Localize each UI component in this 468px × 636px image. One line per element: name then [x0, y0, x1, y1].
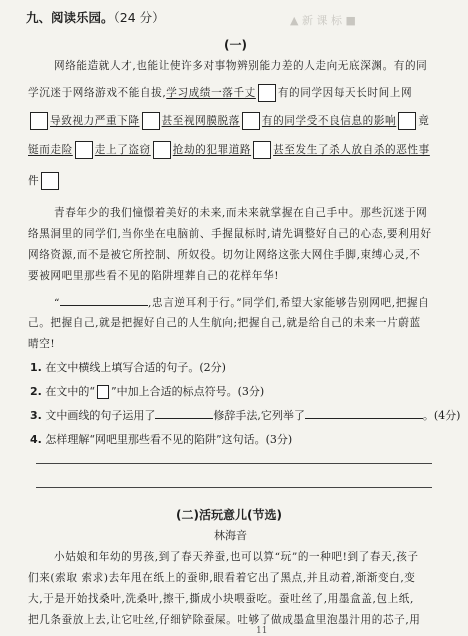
para1-line3 — [28, 112, 429, 130]
para3-line3: 晴空! — [28, 338, 56, 350]
para3-quote-open: “ — [54, 297, 61, 309]
para3-line1-text: ,忠言逆耳利于行。”同学们,希望大家能够告别网吧,把握自 — [148, 297, 430, 309]
para1-line3-text-d: 竟 — [418, 115, 430, 127]
part2-author: 林海音 — [214, 529, 247, 542]
punctuation-box[interactable] — [142, 112, 160, 130]
fill-in-blank[interactable] — [60, 294, 148, 306]
question-text-post: ”中加上合适的标点符号。(3分) — [110, 385, 265, 398]
punctuation-box[interactable] — [153, 141, 171, 159]
para2-line2: 络黑洞里的同学们,当你坐在电脑前、手握鼠标时,请先调整好自己的心态,要利用好 — [28, 228, 432, 240]
question-1 — [30, 359, 226, 375]
question-text-post: 。(4分) — [422, 409, 461, 422]
para2-line3: 网络资源,而不是被它所控制、所奴役。切勿让网络这张大网住手脚,束缚心灵,不 — [28, 249, 421, 261]
part2-line2: 们来(索取 索求)去年甩在纸上的蚕卵,眼看着它出了黑点,并且动着,渐渐变白,变 — [28, 572, 416, 584]
question-text-pre: 在文中的“ — [45, 385, 95, 398]
underlined-sentence-b: 导致视力严重下降 — [50, 115, 140, 127]
punctuation-box[interactable] — [253, 141, 271, 159]
para2-line4: 要被网吧里那些看不见的陷阱埋葬自己的花样年华! — [28, 270, 280, 282]
answer-line[interactable] — [36, 463, 432, 464]
punctuation-box[interactable] — [30, 112, 48, 130]
answer-line[interactable] — [36, 487, 432, 488]
underlined-sentence-g: 抢劫的犯罪道路 — [172, 144, 252, 156]
para1-line4 — [28, 141, 430, 159]
question-2 — [30, 383, 264, 399]
para1-line2 — [28, 84, 412, 102]
part2-line1: 小姑娘和年幼的男孩,到了春天养蚕,也可以算“玩”的一种吧!到了春天,孩子 — [54, 551, 419, 563]
underlined-sentence-e: 铤而走险 — [28, 144, 73, 156]
section-title-text: 九、阅读乐园。 — [26, 10, 114, 25]
section-title — [26, 8, 165, 26]
question-text: 怎样理解“网吧里那些看不见的陷阱”这句话。(3分) — [45, 433, 293, 446]
punctuation-box[interactable] — [258, 84, 276, 102]
para3-line1 — [54, 294, 429, 310]
part1-heading: (一) — [224, 38, 247, 52]
part2-line3: 大,于是开始找桑叶,洗桑叶,擦干,撕成小块喂蚕吃。蚕吐丝了,用墨盒盖,包上纸, — [28, 593, 414, 605]
question-number: 1. — [30, 361, 42, 374]
underlined-sentence-c: 甚至视网膜脱落 — [161, 115, 240, 127]
bleed-through-text: ▲ 新 课 标 ■ — [290, 14, 356, 27]
para1-line1: 网络能造就人才,也能让使许多对事物辨别能力差的人走向无底深渊。有的同 — [54, 60, 428, 72]
punctuation-box-sample — [97, 385, 109, 399]
question-4 — [30, 431, 292, 447]
section-points: （24 分） — [113, 10, 165, 25]
question-text: 在文中横线上填写合适的句子。(2分) — [45, 361, 226, 374]
para2-line1: 青春年少的我们憧憬着美好的未来,而未来就掌握在自己手中。那些沉迷于网 — [54, 207, 428, 219]
question-number: 4. — [30, 433, 42, 446]
part2-heading: (二)活玩意儿(节选) — [176, 508, 282, 522]
question-3 — [30, 407, 460, 423]
para1-line5-text: 件 — [28, 175, 40, 187]
underlined-sentence-f: 走上了盗窃 — [94, 144, 151, 156]
question-text-mid: 修辞手法,它列举了 — [213, 409, 305, 422]
para1-line2-text-c: 有的同学因每天长时间上网 — [277, 87, 413, 99]
answer-blank-examples[interactable] — [305, 407, 423, 419]
punctuation-box[interactable] — [398, 112, 416, 130]
part2-line4: 把几条蚕放上去,让它吐丝,仔细铲除蚕屎。吐够了做成墨盒里泡墨汁用的芯子,用 — [28, 614, 421, 626]
punctuation-box[interactable] — [242, 112, 260, 130]
para1-line2-text-a: 学沉迷于网络游戏不能自拔, — [28, 87, 167, 99]
punctuation-box[interactable] — [41, 172, 59, 190]
question-text-pre: 文中画线的句子运用了 — [45, 409, 156, 422]
para3-line2: 己。把握自己,就是把握好自己的人生航向;把握自己,就是给自己的未来一片蔚蓝 — [28, 317, 421, 329]
underlined-sentence-a: 学习成绩一落千丈 — [166, 87, 256, 99]
question-number: 2. — [30, 385, 42, 398]
punctuation-box[interactable] — [75, 141, 93, 159]
page-number: 11 — [256, 626, 268, 636]
question-number: 3. — [30, 409, 42, 422]
underlined-sentence-d: 有的同学受不良信息的影响 — [261, 115, 397, 127]
para1-line5 — [28, 172, 61, 190]
answer-blank-rhetoric[interactable] — [155, 407, 213, 419]
underlined-sentence-h: 甚至发生了杀人放自杀的恶性事 — [273, 144, 430, 156]
